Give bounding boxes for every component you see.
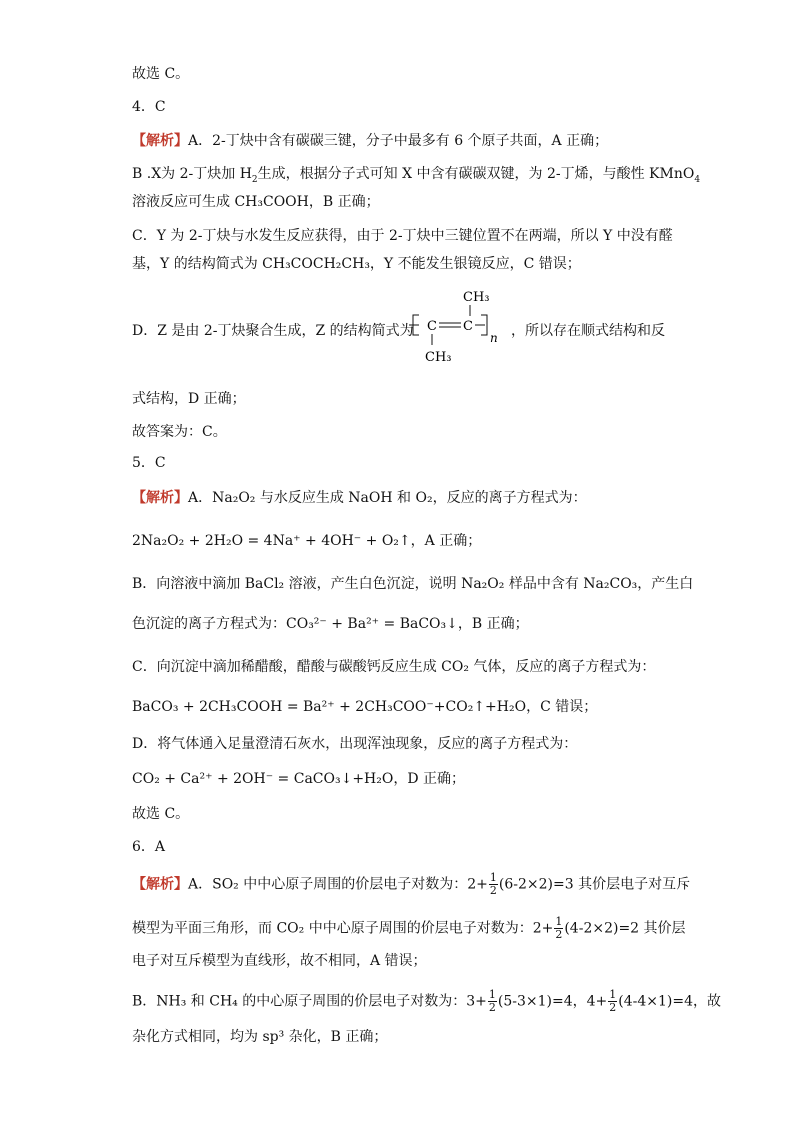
- q5-equation-a: 2Na₂O₂ + 2H₂O = 4Na⁺ + 4OH⁻ + O₂↑，A 正确；: [132, 533, 482, 549]
- polymer-structure: [405, 285, 515, 375]
- fraction-half: $\frac{1}{2}$: [609, 988, 617, 1014]
- q4-option-d-line2: 式结构，D 正确；: [132, 391, 246, 407]
- analysis-tag: 【解析】: [132, 490, 188, 506]
- q6-a-text: A．SO₂ 中中心原子周围的价层电子对数为：2+: [188, 876, 488, 893]
- q6-b-post: (4-4×1)=4，故: [618, 993, 722, 1010]
- q5-option-b-line2: 色沉淀的离子方程式为：CO₃²⁻ + Ba²⁺ = BaCO₃↓，B 正确；: [132, 616, 529, 632]
- q5-option-a: [132, 488, 587, 508]
- q6-option-a-line1: [132, 872, 690, 897]
- q4-b-sub: 2: [251, 174, 258, 185]
- q4-answer: 4．C: [132, 99, 166, 115]
- q5-option-b-line1: B．向溶液中滴加 BaCl₂ 溶液，产生白色沉淀，说明 Na₂O₂ 样品中含有 Na₂CO₃，产生白: [132, 576, 694, 592]
- q4-b-text: B .X为 2-丁炔加 H: [132, 166, 252, 182]
- q4-option-d-line1: [132, 321, 414, 341]
- q5-option-d: D．将气体通入足量澄清石灰水，出现浑浊现象，反应的离子方程式为：: [132, 736, 578, 752]
- q4-option-b-line1: [132, 164, 700, 184]
- struct-c1: C: [427, 319, 437, 334]
- analysis-tag: 【解析】: [132, 133, 188, 149]
- fraction-half: $\frac{1}{2}$: [488, 988, 496, 1014]
- q4-option-d-line1-tail: ，所以存在顺式结构和反: [511, 323, 665, 339]
- q4-a-text: A．2-丁炔中含有碳碳三键，分子中最多有 6 个原子共面，A 正确；: [188, 133, 609, 149]
- q5-equation-c: BaCO₃ + 2CH₃COOH = Ba²⁺ + 2CH₃COO⁻+CO₂↑+H₂O，C 错误；: [132, 699, 598, 715]
- q4-option-c-line2: 基，Y 的结构简式为 CH₃COCH₂CH₃，Y 不能发生银镜反应，C 错误；: [132, 256, 581, 272]
- q6-a-expr: (6-2×2)=3 其价层电子对互斥: [498, 876, 691, 893]
- q4-b-sub2: 4: [694, 174, 701, 185]
- q4-d-text: D．Z 是由 2-丁炔聚合生成，Z 的结构简式为: [132, 323, 414, 339]
- analysis-tag: 【解析】: [132, 876, 188, 893]
- q5-conclusion: 故选 C。: [132, 806, 190, 822]
- q5-option-c: C．向沉淀中滴加稀醋酸，醋酸与碳酸钙反应生成 CO₂ 气体，反应的离子方程式为：: [132, 659, 656, 675]
- q6-option-a-line3: 电子对互斥模型为直线形，故不相同，A 错误；: [132, 953, 427, 969]
- q6-b-text: B．NH₃ 和 CH₄ 的中心原子周围的价层电子对数为：3+: [132, 993, 487, 1010]
- q6-a2-text: 模型为平面三角形，而 CO₂ 中中心原子周围的价层电子对数为：2+: [132, 920, 554, 937]
- q4-option-c-line1: C．Y 为 2-丁炔与水发生反应获得，由于 2-丁炔中三键位置不在两端，所以 Y 中没有醛: [132, 228, 673, 244]
- q4-b-text2: 生成，根据分子式可知 X 中含有碳碳双键，为 2-丁烯，与酸性 KMnO: [257, 166, 695, 182]
- fraction-half: $\frac{1}{2}$: [555, 915, 563, 941]
- q6-answer: 6．A: [132, 839, 166, 855]
- struct-n: n: [490, 331, 498, 345]
- fraction-half: $\frac{1}{2}$: [489, 871, 497, 897]
- struct-top-group: CH₃: [463, 290, 490, 305]
- struct-bottom-group: CH₃: [425, 350, 452, 365]
- q6-option-a-line2: [132, 916, 686, 941]
- q5-a-text: A．Na₂O₂ 与水反应生成 NaOH 和 O₂，反应的离子方程式为：: [188, 490, 587, 506]
- q6-a2-expr: (4-2×2)=2 其价层: [564, 920, 686, 937]
- struct-c2: C: [463, 319, 473, 334]
- q4-conclusion: 故答案为：C。: [132, 424, 227, 440]
- q3-conclusion: 故选 C。: [132, 66, 190, 82]
- q4-option-a: [132, 131, 608, 151]
- q6-b-mid: (5-3×1)=4，4+: [497, 993, 608, 1010]
- q6-option-b-line1: [132, 989, 721, 1014]
- q5-equation-d: CO₂ + Ca²⁺ + 2OH⁻ = CaCO₃↓+H₂O，D 正确；: [132, 771, 466, 787]
- q5-answer: 5．C: [132, 455, 166, 471]
- q6-option-b-line2: 杂化方式相同，均为 sp³ 杂化，B 正确；: [132, 1029, 388, 1045]
- q4-option-b-line2: 溶液反应可生成 CH₃COOH，B 正确；: [132, 194, 380, 210]
